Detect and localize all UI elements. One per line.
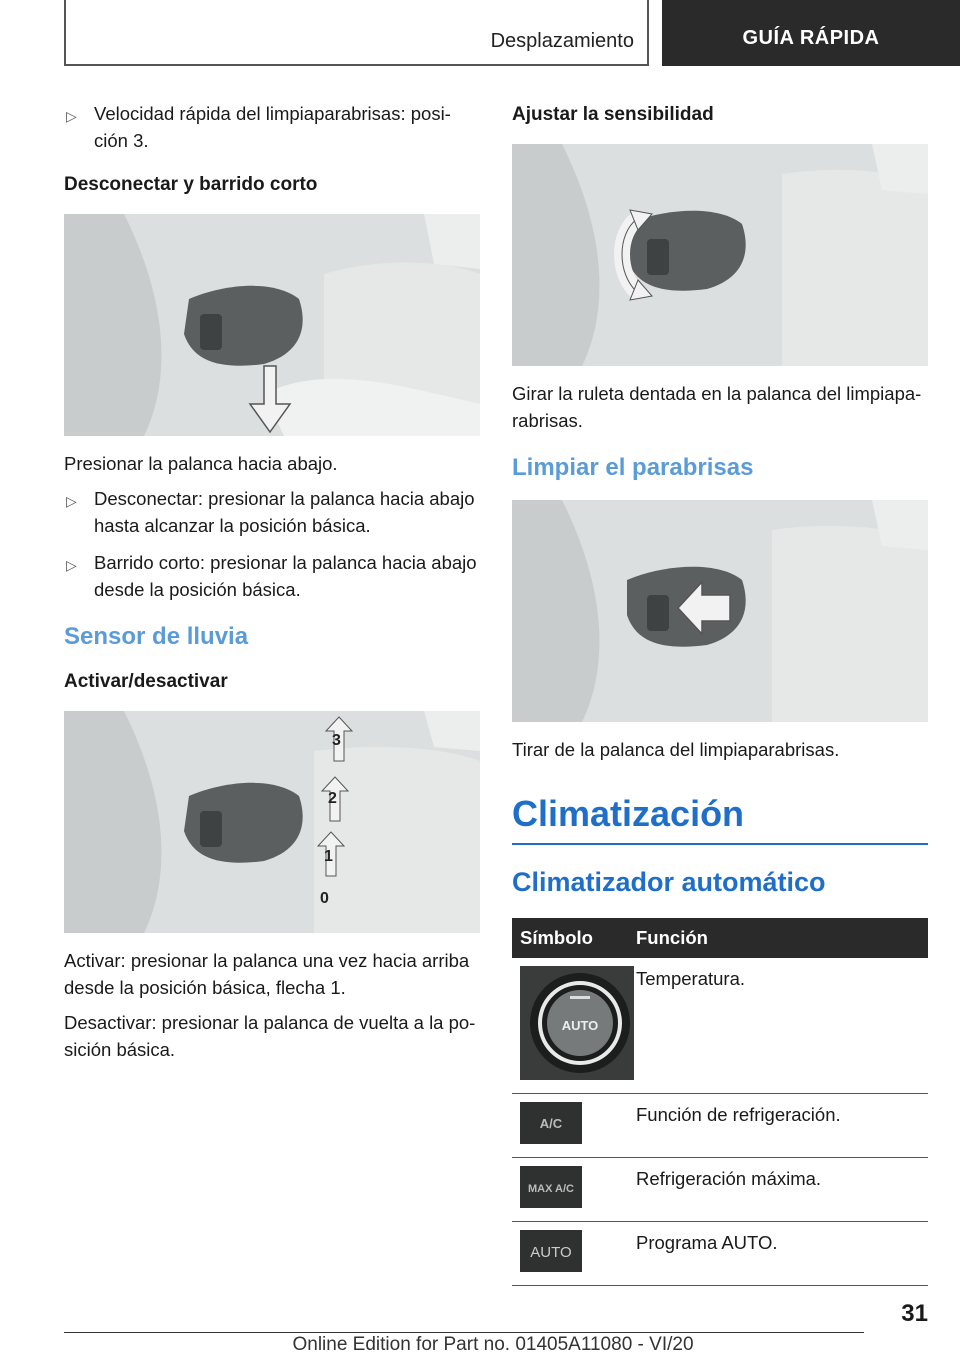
symbol-cell [512, 1222, 636, 1285]
page-number: 31 [901, 1300, 928, 1327]
max-ac-button-icon [520, 1166, 582, 1208]
ac-button-icon [520, 1102, 582, 1144]
symbol-cell [512, 1158, 636, 1221]
left-column [64, 100, 480, 1071]
subheading: Activar/desactivar [64, 671, 228, 692]
paragraph: Desactivar: presionar la palanca de vuelta a la po-sición básica. [64, 1012, 476, 1060]
chapter-title: Climatización [512, 793, 928, 845]
header-rule-bottom [64, 64, 649, 66]
table-row [512, 1094, 928, 1158]
right-column [512, 100, 928, 1286]
subheading: Ajustar la sensibilidad [512, 104, 714, 125]
figure-label-2: 2 [328, 790, 337, 807]
section-heading: Limpiar el parabrisas [512, 454, 754, 481]
table-row [512, 1158, 928, 1222]
table-row [512, 1222, 928, 1286]
caption: Tirar de la palanca del limpiaparabrisas. [512, 739, 840, 760]
bullet-item [64, 100, 480, 154]
bullet-triangle-icon: ▷ [66, 108, 77, 124]
section-heading: Sensor de lluvia [64, 623, 249, 650]
temperature-knob-icon [520, 966, 634, 1080]
caption: Girar la ruleta dentada en la palanca del limpiapa-rabrisas. [512, 383, 922, 431]
subheading: Desconectar y barrido corto [64, 174, 318, 195]
symbol-label: AUTO [530, 1244, 572, 1261]
symbol-label: A/C [539, 1116, 563, 1131]
auto-button-icon [520, 1230, 582, 1272]
footer-rule [64, 1332, 864, 1333]
header-rule-right [647, 0, 649, 66]
figure-rain-sensor [64, 711, 480, 933]
bullet-triangle-icon: ▷ [66, 493, 77, 509]
header-rule-left [64, 0, 66, 66]
header-section-title: Desplazamiento [490, 30, 634, 52]
bullet-triangle-icon: ▷ [66, 557, 77, 573]
table-header-symbol: Símbolo [520, 927, 593, 948]
table-header-function: Función [636, 927, 708, 948]
symbol-cell [512, 1094, 636, 1157]
symbol-label: MAX A/C [527, 1183, 575, 1195]
function-cell: Temperatura. [636, 968, 745, 989]
table-header [512, 918, 928, 958]
header-tab: GUÍA RÁPIDA [662, 0, 960, 66]
function-cell: Refrigeración máxima. [636, 1168, 822, 1189]
footer-edition: Online Edition for Part no. 01405A11080 - VI/20 [292, 1334, 694, 1355]
figure-sensitivity-wheel [512, 144, 928, 366]
bullet-item [64, 485, 480, 539]
bullet-text: Desconectar: presionar la palanca hacia abajo hasta alcanzar la posición básica. [94, 488, 475, 536]
figure-label-0: 0 [320, 890, 329, 907]
bullet-item [64, 549, 480, 603]
figure-label-3: 3 [332, 732, 341, 749]
figure-wiper-lever-down [64, 214, 480, 436]
figure-label-1: 1 [324, 848, 333, 865]
symbol-label: AUTO [561, 1018, 599, 1033]
symbol-table [512, 918, 928, 1286]
function-cell: Programa AUTO. [636, 1232, 778, 1253]
bullet-text: Velocidad rápida del limpiaparabrisas: posi-ción 3. [94, 103, 451, 151]
symbol-cell [512, 958, 636, 1093]
chapter-subtitle: Climatizador automático [512, 867, 826, 897]
function-cell: Función de refrigeración. [636, 1104, 841, 1125]
paragraph: Activar: presionar la palanca una vez hacia arriba desde la posición básica, flecha 1. [64, 950, 470, 998]
bullet-text: Barrido corto: presionar la palanca hacia abajo desde la posición básica. [94, 552, 477, 600]
table-row [512, 958, 928, 1094]
figure-clean-windshield [512, 500, 928, 722]
caption: Presionar la palanca hacia abajo. [64, 453, 338, 474]
